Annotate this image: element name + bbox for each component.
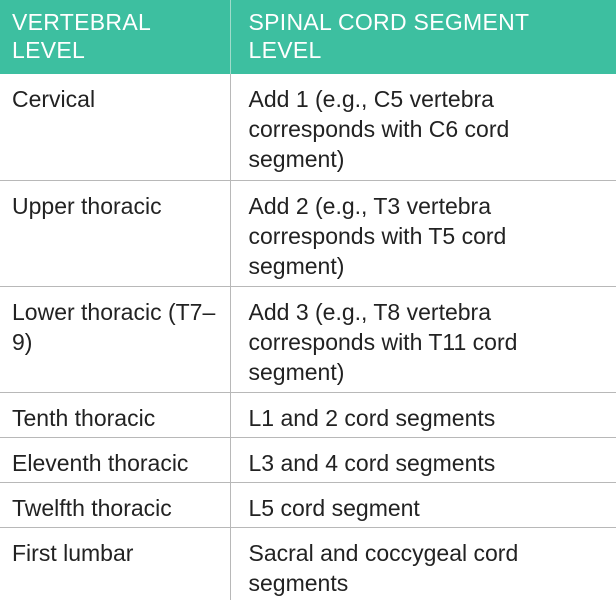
- vertebral-cell: Eleventh thoracic: [0, 437, 230, 482]
- table-row: [0, 74, 616, 180]
- segment-cell: L5 cord segment: [230, 482, 616, 527]
- vertebral-cell: Cervical: [0, 74, 230, 180]
- vertebral-cell: First lumbar: [0, 527, 230, 600]
- segment-cell: L3 and 4 cord segments: [230, 437, 616, 482]
- table-row: [0, 392, 616, 437]
- segment-cell: L1 and 2 cord segments: [230, 392, 616, 437]
- header-spinal-cord-segment-level: SPINAL CORD SEGMENT LEVEL: [230, 0, 616, 74]
- table-row: [0, 527, 616, 600]
- vertebral-cell: Twelfth thoracic: [0, 482, 230, 527]
- table-row: [0, 482, 616, 527]
- table-row: [0, 437, 616, 482]
- segment-cell: Add 2 (e.g., T3 vertebra corresponds with T5 cord segment): [230, 180, 616, 286]
- segment-cell: Add 3 (e.g., T8 vertebra corresponds with T11 cord segment): [230, 286, 616, 392]
- header-vertebral-level: VERTEBRAL LEVEL: [0, 0, 230, 74]
- vertebral-cell: Upper thoracic: [0, 180, 230, 286]
- table-row: [0, 180, 616, 286]
- table-header-row: [0, 0, 616, 74]
- segment-cell: Sacral and coccygeal cord segments: [248, 539, 519, 596]
- vertebral-cell: Lower thoracic (T7–9): [0, 286, 230, 392]
- vertebral-cell: Tenth thoracic: [0, 392, 230, 437]
- segment-cell: Add 1 (e.g., C5 vertebra corresponds with C6 cord segment): [230, 74, 616, 180]
- table-row: [0, 286, 616, 392]
